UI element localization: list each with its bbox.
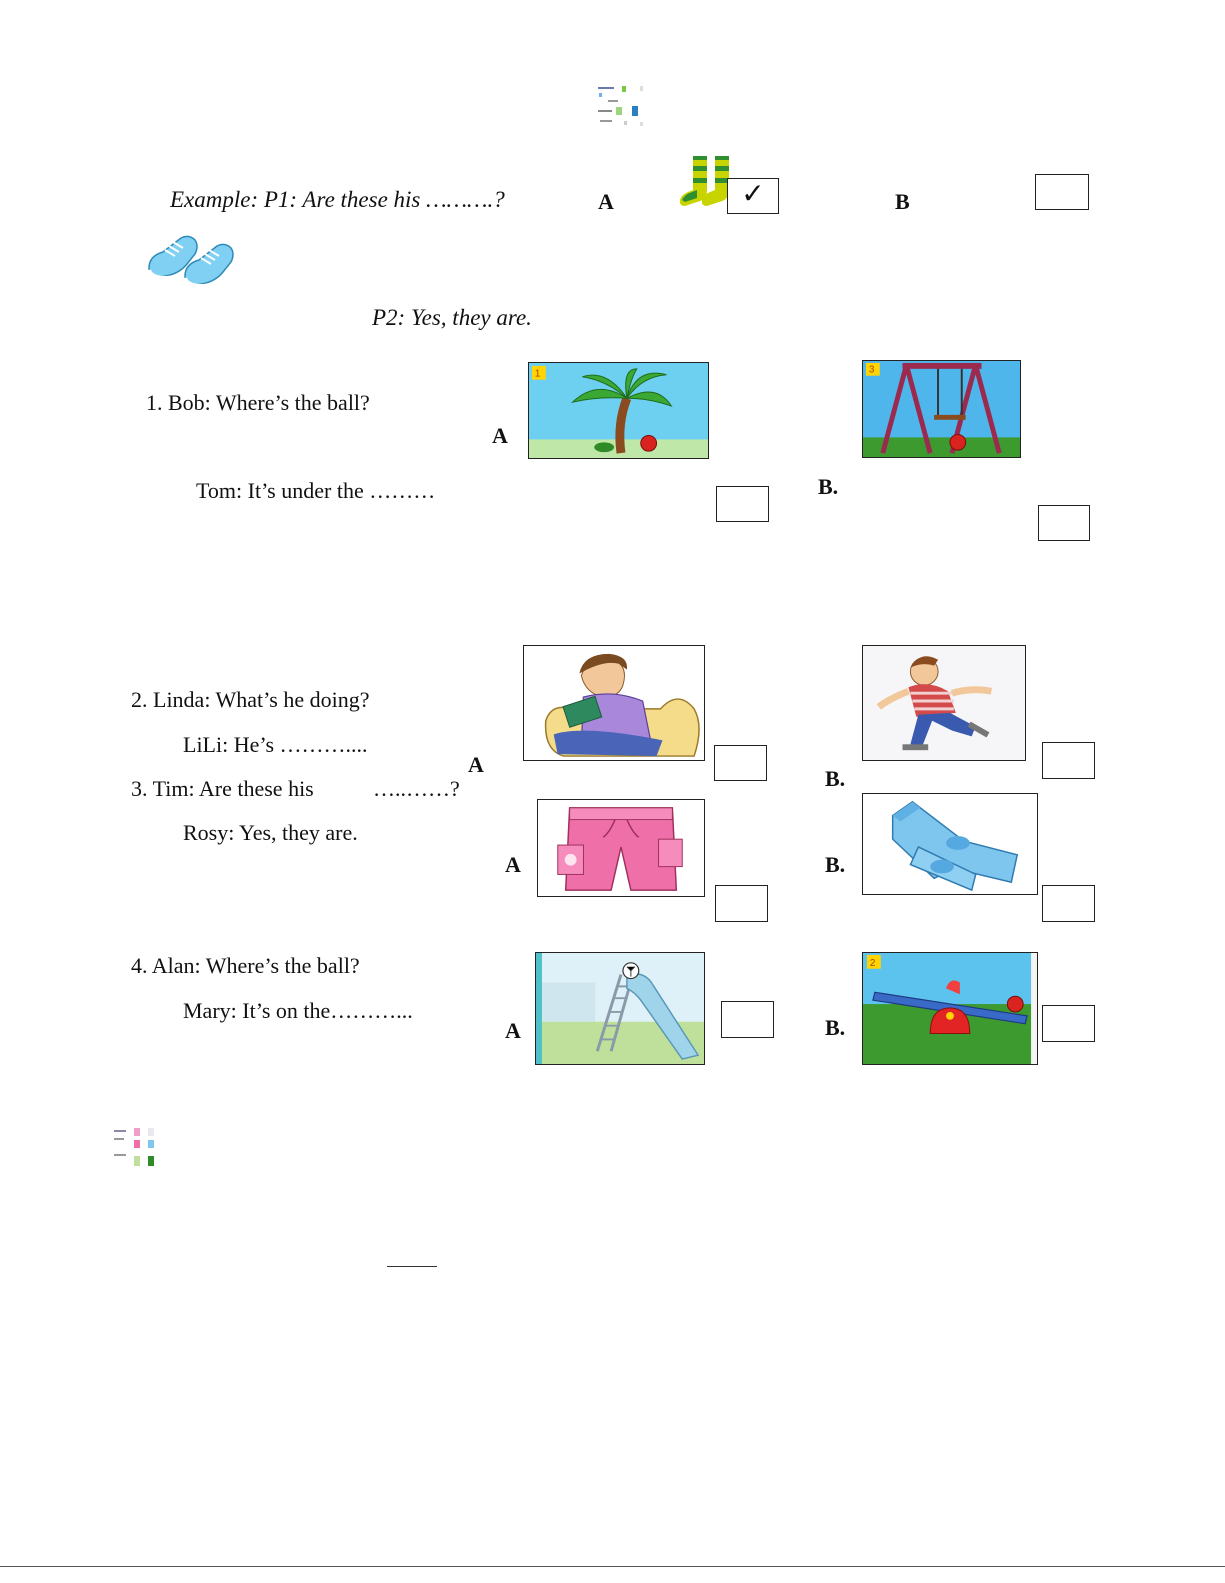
q2-line1: 2. Linda: What’s he doing?: [131, 687, 370, 712]
q1-palm-tree-image: [528, 362, 709, 459]
q3-answer-b-checkbox[interactable]: [1042, 885, 1095, 922]
q2-label-a: A: [468, 752, 484, 777]
check-mark-icon: ✓: [741, 177, 765, 210]
q3-shorts-image: [537, 799, 705, 897]
q4-line1: 4. Alan: Where’s the ball?: [131, 953, 360, 978]
q2-answer-b-checkbox[interactable]: [1042, 742, 1095, 779]
q3-line1: 3. Tim: Are these his: [131, 776, 314, 801]
example-answer-b-checkbox[interactable]: [1035, 174, 1089, 210]
q2-boy-skating-image: [862, 645, 1026, 761]
q1-line1: 1. Bob: Where’s the ball?: [146, 390, 370, 415]
q3-line1-blank: …..……?: [373, 776, 460, 801]
q1-swing-image: [862, 360, 1021, 458]
q3-line2: Rosy: Yes, they are.: [183, 820, 358, 845]
q2-answer-a-checkbox[interactable]: [714, 745, 767, 781]
underline-mark: [387, 1266, 437, 1267]
page-bottom-rule: [0, 1566, 1225, 1567]
example-prompt: Example: P1: Are these his ……….?: [170, 187, 505, 212]
q1-label-b: B.: [818, 474, 839, 499]
q4-line2: Mary: It’s on the………...: [183, 998, 413, 1023]
q4-b-picture-number: 2: [869, 957, 876, 969]
q3-answer-a-checkbox[interactable]: [715, 885, 768, 922]
q2-label-b: B.: [825, 766, 846, 791]
q1-answer-a-checkbox[interactable]: [716, 486, 769, 522]
q4-seesaw-image: [862, 952, 1038, 1065]
q1-picture-number: 1: [534, 368, 541, 380]
q2-line2: LiLi: He’s ………....: [183, 732, 368, 757]
q4-label-a: A: [505, 1018, 521, 1043]
q1-label-a: A: [492, 423, 508, 448]
q4-label-b: B.: [825, 1015, 846, 1040]
sneakers-image: [145, 228, 245, 288]
example-label-b: B: [895, 189, 910, 214]
q4-slide-image: [535, 952, 705, 1065]
q3-label-b: B.: [825, 852, 846, 877]
example-label-a: A: [598, 189, 614, 214]
bottom-thumbnail-image: [112, 1126, 162, 1170]
example-answer-a-checkbox[interactable]: [727, 178, 779, 214]
q2-man-reading-image: [523, 645, 705, 761]
q3-jeans-image: [862, 793, 1038, 895]
top-thumbnail-image: [596, 84, 646, 130]
q4-answer-b-checkbox[interactable]: [1042, 1005, 1095, 1042]
q4-answer-a-checkbox[interactable]: [721, 1001, 774, 1038]
q1-answer-b-checkbox[interactable]: [1038, 505, 1090, 541]
example-answer-text: P2: Yes, they are.: [372, 305, 532, 330]
q1-b-picture-number: 3: [868, 364, 875, 376]
q3-label-a: A: [505, 852, 521, 877]
q1-line2: Tom: It’s under the ………: [196, 478, 436, 503]
